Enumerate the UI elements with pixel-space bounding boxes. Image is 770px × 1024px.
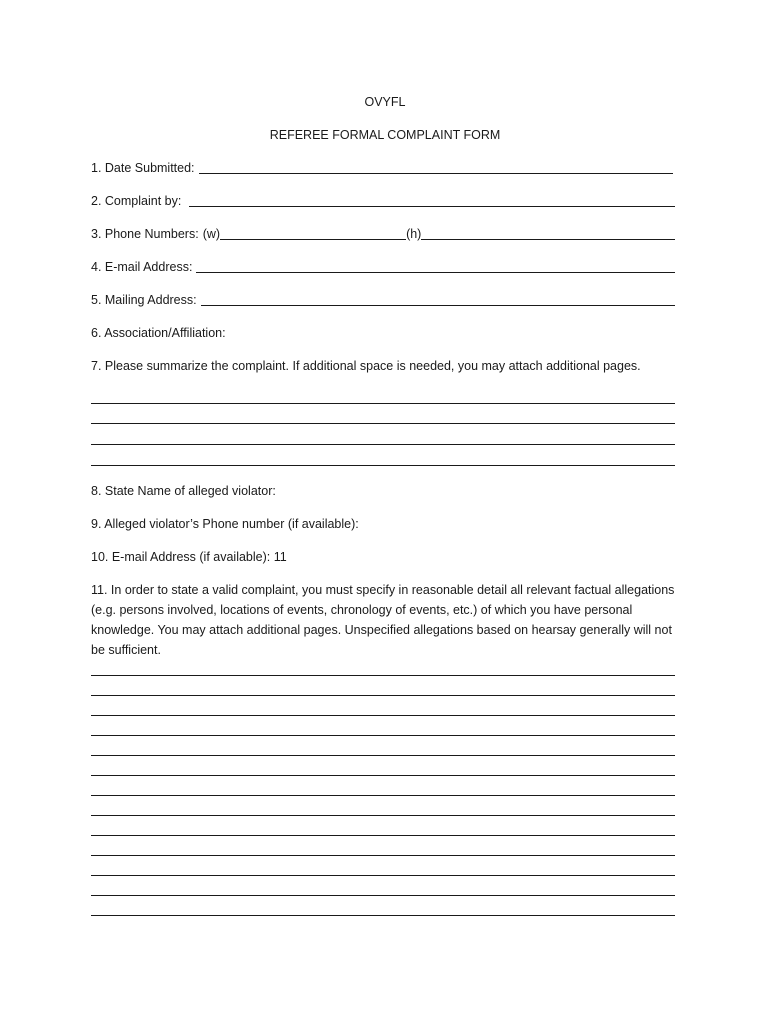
allegations-line[interactable] [91, 915, 675, 916]
phone-home-label: (h) [406, 227, 422, 241]
mailing-row [91, 292, 675, 308]
summary-line[interactable] [91, 403, 675, 404]
allegations-line[interactable] [91, 695, 675, 696]
summary-line[interactable] [91, 423, 675, 424]
summary-label: 7. Please summarize the complaint. If additional space is needed, you may attach additional pages. [91, 359, 641, 373]
phone-work-label: (w) [202, 227, 221, 241]
allegations-instructions: 11. In order to state a valid complaint, you must specify in reasonable detail all relevant factual allegations (e.g. persons involved, locations of events, chronology of events, etc.) of which you have personal knowledge. You may attach additional pages. Unspecified allegations based on hearsay generally will not be sufficient. [91, 583, 675, 657]
complaint-by-label: 2. Complaint by: [91, 194, 182, 208]
allegations-line[interactable] [91, 735, 675, 736]
allegations-line[interactable] [91, 855, 675, 856]
violator-email-label: 10. E-mail Address (if available): 11 [91, 550, 287, 564]
allegations-line[interactable] [91, 675, 675, 676]
date-submitted-field[interactable] [199, 161, 673, 174]
violator-name-label: 8. State Name of alleged violator: [91, 484, 276, 498]
mailing-field[interactable] [201, 293, 675, 306]
org-name: OVYFL [364, 95, 406, 109]
allegations-line[interactable] [91, 775, 675, 776]
phone-work-field[interactable] [220, 227, 406, 240]
summary-line[interactable] [91, 465, 675, 466]
date-submitted-label: 1. Date Submitted: [91, 161, 195, 175]
summary-line[interactable] [91, 444, 675, 445]
allegations-line[interactable] [91, 795, 675, 796]
allegations-line[interactable] [91, 715, 675, 716]
email-row [91, 259, 675, 275]
date-submitted-row [91, 160, 675, 176]
phone-home-field[interactable] [421, 227, 675, 240]
mailing-label: 5. Mailing Address: [91, 293, 197, 307]
form-title: REFEREE FORMAL COMPLAINT FORM [269, 128, 501, 142]
allegations-line[interactable] [91, 835, 675, 836]
phone-numbers-row [91, 226, 675, 242]
allegations-line[interactable] [91, 815, 675, 816]
email-field[interactable] [196, 260, 675, 273]
complaint-by-row [91, 193, 675, 209]
allegations-line[interactable] [91, 875, 675, 876]
violator-phone-label: 9. Alleged violator’s Phone number (if available): [91, 517, 359, 531]
allegations-line[interactable] [91, 755, 675, 756]
email-label: 4. E-mail Address: [91, 260, 193, 274]
association-label: 6. Association/Affiliation: [91, 326, 226, 340]
allegations-line[interactable] [91, 895, 675, 896]
phone-numbers-label: 3. Phone Numbers: [91, 227, 199, 241]
complaint-by-field[interactable] [189, 194, 675, 207]
